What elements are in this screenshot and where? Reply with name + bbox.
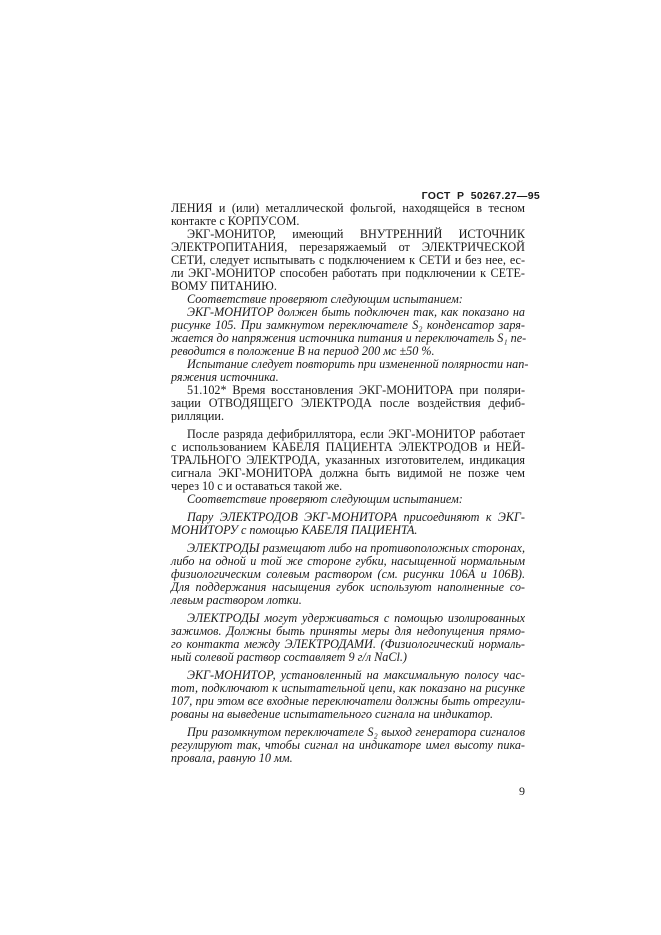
text-line: 107, при этом все входные переключатели должны быть отрегули- [171,694,525,708]
text-line: СЕТИ, следует испытывать с подключением к СЕТИ и без нее, ес- [171,253,525,267]
text-line: рисунке 105. При замкнутом переключателе S₂ конденсатор заря- [171,318,525,332]
text-line: физиологическим солевым раствором (см. рисунки 106А и 106В). [171,567,525,581]
text-line: ВОМУ ПИТАНИЮ. [171,279,277,293]
text-line: ЭЛЕКТРОПИТАНИЯ, перезаряжаемый от ЭЛЕКТРИЧЕСКОЙ [171,240,525,254]
text-line: Соответствие проверяют следующим испытанием: [187,492,463,506]
text-line: ЭЛЕКТРОДЫ размещают либо на противоположных сторонах, [187,541,525,555]
text-line: ли ЭКГ-МОНИТОР способен работать при подключении к СЕТЕ- [171,266,525,280]
text-line: ный солевой раствор составляет 9 г/л NaCl.) [171,650,407,664]
text-line: ЭКГ-МОНИТОР должен быть подключен так, как показано на [187,305,525,319]
text-line: Соответствие проверяют следующим испытанием: [187,292,463,306]
text-line: ЭЛЕКТРОДЫ могут удерживаться с помощью изолированных [187,611,525,625]
page-number: 9 [519,784,525,798]
text-line: левым раствором лотки. [171,593,302,607]
text-line: При разомкнутом переключателе S₂ выход генератора сигналов [187,725,525,739]
text-line: с использованием КАБЕЛЯ ПАЦИЕНТА ЭЛЕКТРОДОВ и НЕЙ- [171,440,525,454]
text-line: ТРАЛЬНОГО ЭЛЕКТРОДА, указанных изготовителем, индикация [171,453,525,467]
text-line: реводится в положение B на период 200 мс ±50 %. [171,344,435,358]
text-line: зации ОТВОДЯЩЕГО ЭЛЕКТРОДА после воздействия дефиб- [171,396,525,410]
text-line: регулируют так, чтобы сигнал на индикаторе имел высоту пика- [171,738,525,752]
text-line: контакте с КОРПУСОМ. [171,214,300,228]
text-line: провала, равную 10 мм. [171,751,293,765]
text-line: Для поддержания насыщения губок используют наполненные со- [171,580,525,594]
text-line: ЛЕНИЯ и (или) металлической фольгой, находящейся в тесном [171,201,525,215]
text-line: тот, подключают к испытательной цепи, как показано на рисунке [171,681,525,695]
text-line: ЭКГ-МОНИТОР, установленный на максимальную полосу час- [187,668,525,682]
text-line: сигнала ЭКГ-МОНИТОРА должна быть видимой не позже чем [171,466,525,480]
text-line: го контакта между ЭЛЕКТРОДАМИ. (Физиологический нормаль- [171,637,525,651]
text-line: Испытание следует повторить при измененной полярности нап- [187,357,529,371]
text-line: жается до напряжения источника питания и переключатель S₁ пе- [171,331,527,345]
text-line: ЭКГ-МОНИТОР, имеющий ВНУТРЕННИЙ ИСТОЧНИК [187,227,525,241]
standard-header: ГОСТ Р 50267.27—95 [421,190,540,202]
text-line: либо на одной и той же стороне губки, насыщенной нормальным [171,554,525,568]
text-line: рованы на выведение испытательного сигнала на индикатор. [171,707,494,721]
text-line: рилляции. [171,409,224,423]
text-line: зажимов. Должны быть приняты меры для недопущения прямо- [171,624,525,638]
text-line: После разряда дефибриллятора, если ЭКГ-МОНИТОР работает [187,427,525,441]
text-line: 51.102* Время восстановления ЭКГ-МОНИТОРА при поляри- [187,383,525,397]
text-line: Пару ЭЛЕКТРОДОВ ЭКГ-МОНИТОРА присоединяют к ЭКГ- [187,510,525,524]
text-line: МОНИТОРУ с помощью КАБЕЛЯ ПАЦИЕНТА. [171,523,418,537]
text-line: через 10 с и оставаться такой же. [171,479,343,493]
text-line: ряжения источника. [171,370,279,384]
